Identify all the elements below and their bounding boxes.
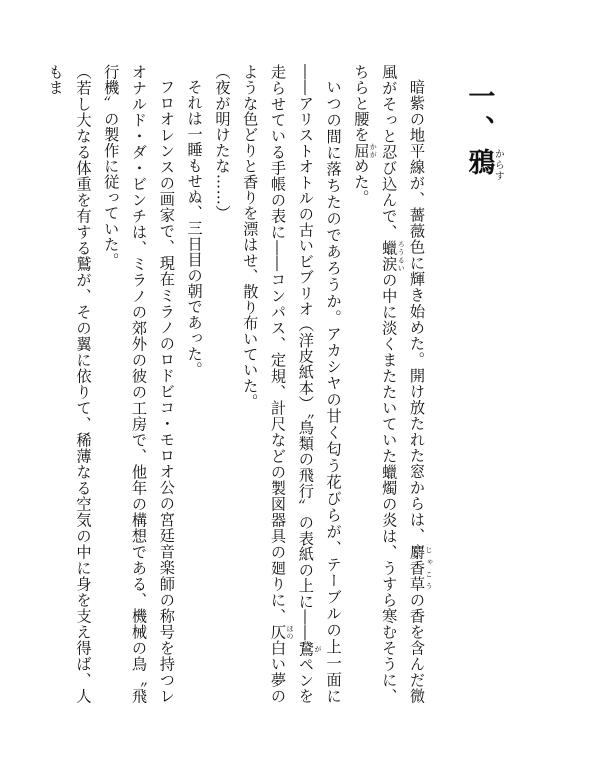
chapter-title-reading: からす [492, 148, 504, 181]
ruby-reading: ろうるい [397, 240, 406, 272]
paragraph [180, 64, 208, 704]
chapter-title-ruby [463, 148, 504, 181]
chapter-number: 一、 [463, 82, 495, 148]
text-run: の香を含んだ微風がそっと忍び込んで、 [380, 64, 426, 704]
ruby-annotation [269, 624, 295, 641]
ruby-base: 鵞 [296, 640, 315, 657]
text-run: いつの間に落ちたのであろうか。アカシヤの甘く匂う花びらが、テーブルの上一面に――アリストオトルの古いビブリオ（洋皮紙本）〝鳥類の飛行〟の表紙の上に―― [296, 64, 343, 704]
text-run: めた。 [352, 158, 371, 206]
text-run: 白い夢のような色どりと香りを漂はせ、散り布いていた。 [241, 64, 288, 704]
ruby-reading: じゃこう [425, 544, 433, 592]
text-run: それは一睡もせぬ、三日目の朝であった。 [185, 79, 204, 378]
ruby-base: 蠟涙 [380, 240, 399, 273]
paragraph [347, 64, 433, 704]
text-run: 暗紫の地平線が、薔薇色に輝き始めた。開け放たれた窓からは、 [408, 79, 426, 545]
paragraph [235, 64, 346, 704]
ruby-annotation [380, 240, 406, 273]
text-run: ペンを走らせている手帳の表に――コンパス、定規、計尺などの製図器具の廻りに、 [269, 64, 315, 704]
chapter-title-text: 鴉 [463, 148, 495, 181]
paragraph [96, 64, 179, 704]
ruby-annotation [296, 640, 322, 657]
ruby-reading: が [313, 640, 322, 657]
ruby-base: 屈 [352, 142, 371, 159]
paragraph [41, 64, 97, 704]
paragraph [208, 64, 236, 704]
text-run: の中に淡くまたたいていた蠟燭の炎は、うすら寒むそうに、ちらと腰を [352, 64, 399, 704]
ruby-annotation [408, 544, 433, 593]
ruby-base: 仄 [269, 624, 288, 641]
ruby-base: 麝香草 [408, 544, 426, 593]
ruby-reading: ほの [286, 624, 295, 640]
text-run: フロオレンスの画家で、現在ミラノのロドビコ・モロオ公の宮廷音楽師の称号を持つレオナルド・ダ・ビンチは、ミラノの郊外の彼の工房で、他年の構想である、機械の鳥〝飛行機〟の製作に従っていた。 [102, 64, 176, 704]
ruby-reading: かが [369, 142, 378, 159]
chapter-title [465, 82, 503, 181]
ruby-annotation [352, 142, 378, 159]
text-run: （夜が明けたな……） [213, 64, 232, 221]
body-text [23, 64, 433, 704]
text-run: （若し大なる体重を有する鷲が、その翼に依りて、稀薄なる空気の中に身を支え得ば、人もま [46, 64, 93, 704]
